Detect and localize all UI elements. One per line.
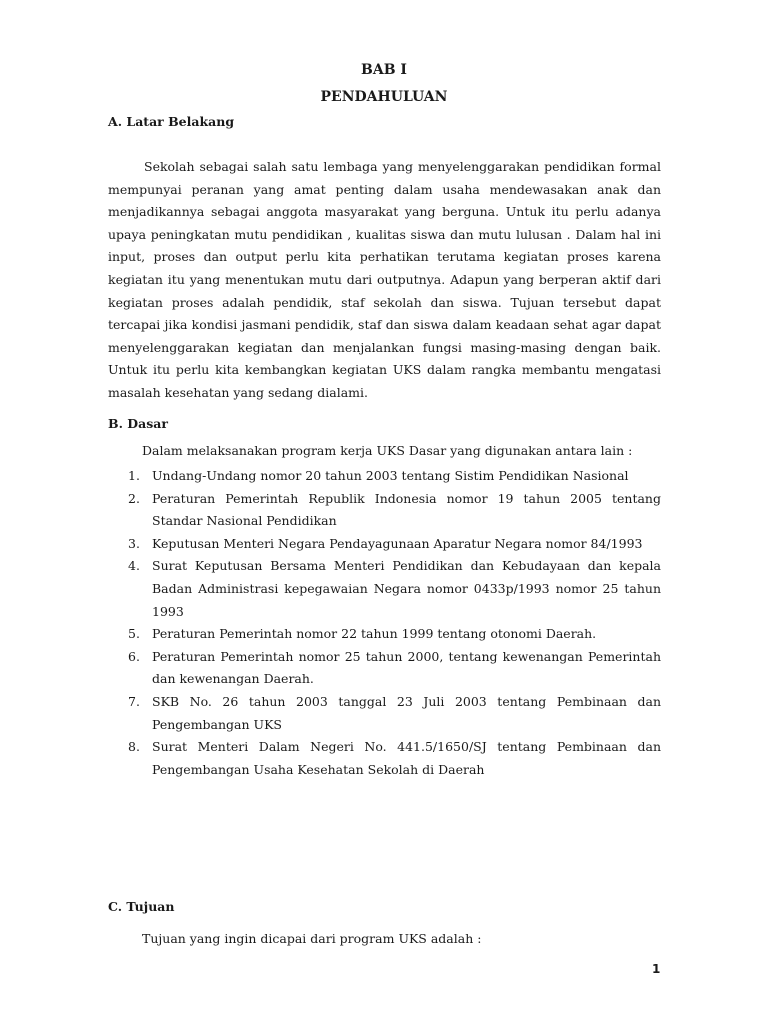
list-item-number: 8.: [128, 739, 140, 755]
chapter-number: BAB I: [361, 62, 407, 78]
list-item: [108, 691, 661, 736]
section-a-heading: A. Latar Belakang: [108, 114, 235, 129]
list-item-number: 5.: [128, 626, 140, 642]
list-item-text: Surat Menteri Dalam Negeri No. 441.5/1650/SJ tentang Pembinaan dan Pengembangan Usaha Kesehatan Sekolah di Daerah: [152, 739, 661, 777]
section-c-intro: Tujuan yang ingin dicapai dari program UKS adalah :: [142, 931, 482, 946]
list-item-number: 1.: [128, 468, 140, 483]
chapter-title: PENDAHULUAN: [320, 89, 448, 105]
section-b-heading: B. Dasar: [108, 416, 168, 431]
list-item-number: 7.: [128, 693, 140, 709]
list-item: [108, 623, 661, 646]
list-item: [108, 488, 661, 533]
list-item-text: Peraturan Pemerintah Republik Indonesia nomor 19 tahun 2005 tentang Standar Nasional Pendidikan: [152, 490, 661, 529]
list-item-text: Surat Keputusan Bersama Menteri Pendidikan dan Kebudayaan dan kepala Badan Administrasi kepegawaian Negara nomor 0433p/1993 nomor 25 tahun 1993: [152, 558, 661, 619]
list-item-number: 2.: [128, 490, 140, 506]
list-item-text: SKB No. 26 tahun 2003 tanggal 23 Juli 2003 tentang Pembinaan dan Pengembangan UKS: [152, 693, 661, 732]
list-item-number: 3.: [128, 535, 140, 551]
section-c-heading: C. Tujuan: [108, 899, 175, 914]
list-item-text: Peraturan Pemerintah nomor 25 tahun 2000, tentang kewenangan Pemerintah dan kewenangan Daerah.: [152, 648, 661, 687]
list-item-number: 6.: [128, 648, 140, 664]
list-item: [108, 465, 661, 488]
list-item-text: Keputusan Menteri Negara Pendayagunaan Aparatur Negara nomor 84/1993: [152, 535, 643, 551]
list-item: [108, 555, 661, 623]
section-a-paragraph: Sekolah sebagai salah satu lembaga yang menyelenggarakan pendidikan formal mempunyai peranan yang amat penting dalam usaha mendewasakan anak dan menjadikannya sebagai anggota masyarakat yang berguna. Untuk itu perlu adanya upaya peningkatan mutu pendidikan , kualitas siswa dan mutu lulusan . Dalam hal ini input, proses dan output perlu kita perhatikan terutama kegiatan proses karena kegiatan itu yang menentukan mutu dari outputnya. Adapun yang berperan aktif dari kegiatan proses adalah pendidik, staf sekolah dan siswa. Tujuan tersebut dapat tercapai jika kondisi jasmani pendidik, staf dan siswa dalam keadaan sehat agar dapat menyelenggarakan kegiatan dan menjalankan fungsi masing-masing dengan baik. Untuk itu perlu kita kembangkan kegiatan UKS dalam rangka membantu mengatasi masalah kesehatan yang sedang dialami.: [108, 159, 661, 400]
list-item: [108, 533, 661, 556]
legal-basis-list: [108, 465, 661, 781]
list-item-text: Peraturan Pemerintah nomor 22 tahun 1999 tentang otonomi Daerah.: [152, 626, 597, 642]
list-item: [108, 736, 661, 781]
section-b-intro: Dalam melaksanakan program kerja UKS Dasar yang digunakan antara lain :: [142, 443, 633, 458]
page-number: 1: [652, 962, 661, 976]
list-item: [108, 646, 661, 691]
list-item-text: Undang-Undang nomor 20 tahun 2003 tentang Sistim Pendidikan Nasional: [152, 468, 629, 483]
list-item-number: 4.: [128, 558, 140, 574]
